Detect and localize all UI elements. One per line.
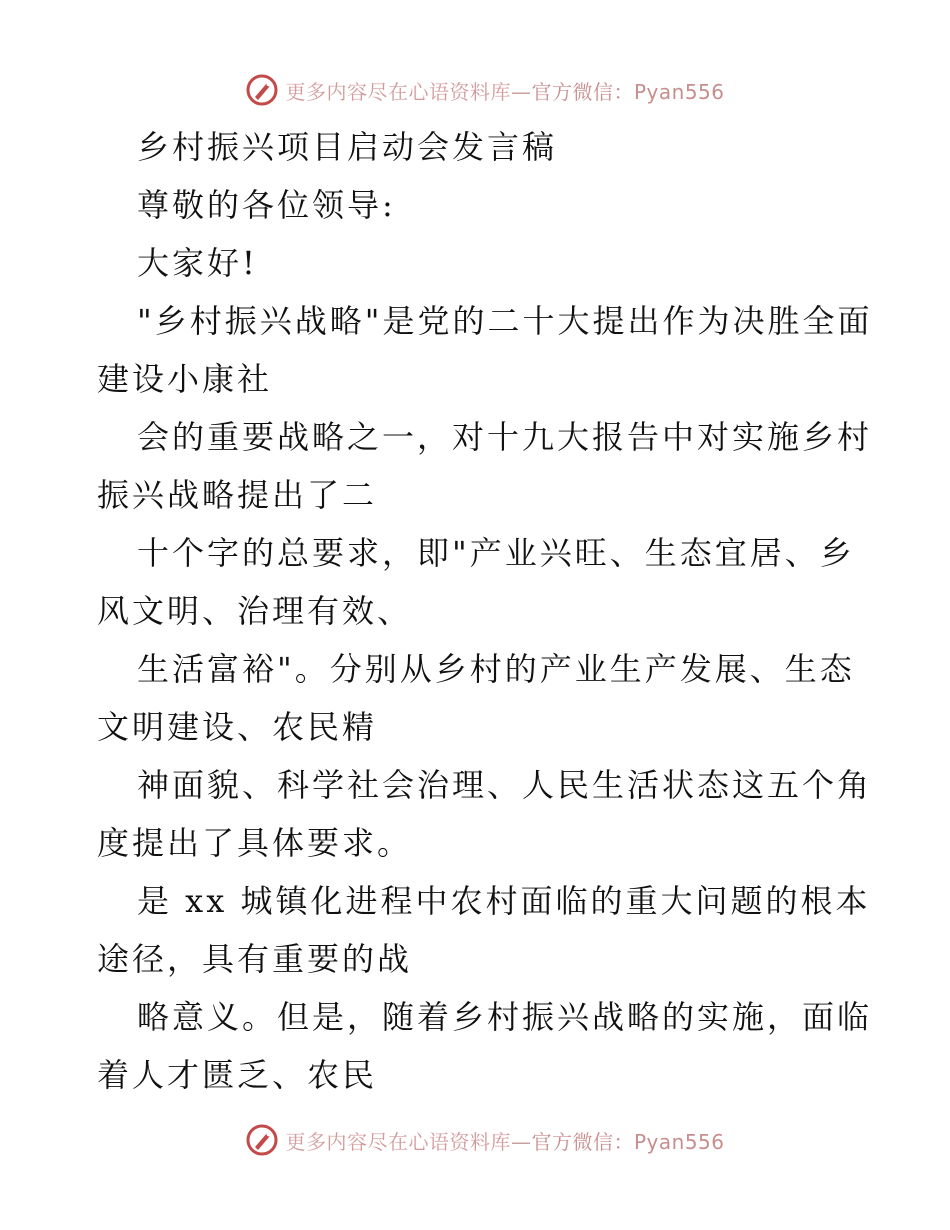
text-line: 度提出了具体要求。 [97,824,413,862]
text-line: 生活富裕"。分别从乡村的产业生产发展、生态 [137,650,855,688]
watermark-separator: — [510,79,532,104]
text-line: 神面貌、科学社会治理、人民生活状态这五个角 [137,766,873,804]
text-line: 文明建设、农民精 [97,708,378,746]
footer-watermark-text [285,1126,724,1155]
header-watermark [0,70,950,110]
watermark-wechat-label: 官方微信： [531,1129,634,1154]
text-line: 风文明、治理有效、 [97,592,413,630]
text-line: 大家好! [137,244,258,282]
text-line: 略意义。但是，随着乡村振兴战略的实施，面临 [137,998,873,1036]
text-line: 会的重要战略之一，对十九大报告中对实施乡村 [137,418,873,456]
pen-logo-icon [245,1123,279,1157]
text-line: 建设小康社 [97,360,273,398]
text-line: 尊敬的各位领导: [137,186,396,224]
text-line: 途径，具有重要的战 [97,940,413,978]
watermark-main-text: 更多内容尽在心语资料库 [285,79,511,104]
text-line: 乡村振兴项目启动会发言稿 [137,128,558,166]
text-line: 振兴战略提出了二 [97,476,378,514]
footer-watermark-inner [245,1123,724,1157]
text-line: 着人才匮乏、农民 [97,1056,378,1094]
pen-logo-icon [245,73,279,107]
watermark-separator: — [510,1129,532,1154]
header-watermark-inner [245,73,724,107]
watermark-wechat-id: Pyan556 [633,1129,725,1154]
watermark-wechat-label: 官方微信： [531,79,634,104]
text-line: 十个字的总要求，即"产业兴旺、生态宜居、乡 [137,534,855,572]
document-body [97,118,873,1104]
watermark-main-text: 更多内容尽在心语资料库 [285,1129,511,1154]
footer-watermark [0,1120,950,1160]
text-line: "乡村振兴战略"是党的二十大提出作为决胜全面 [137,302,873,340]
text-line: 是 xx 城镇化进程中农村面临的重大问题的根本 [137,882,871,920]
watermark-wechat-id: Pyan556 [633,79,725,104]
header-watermark-text [285,76,724,105]
